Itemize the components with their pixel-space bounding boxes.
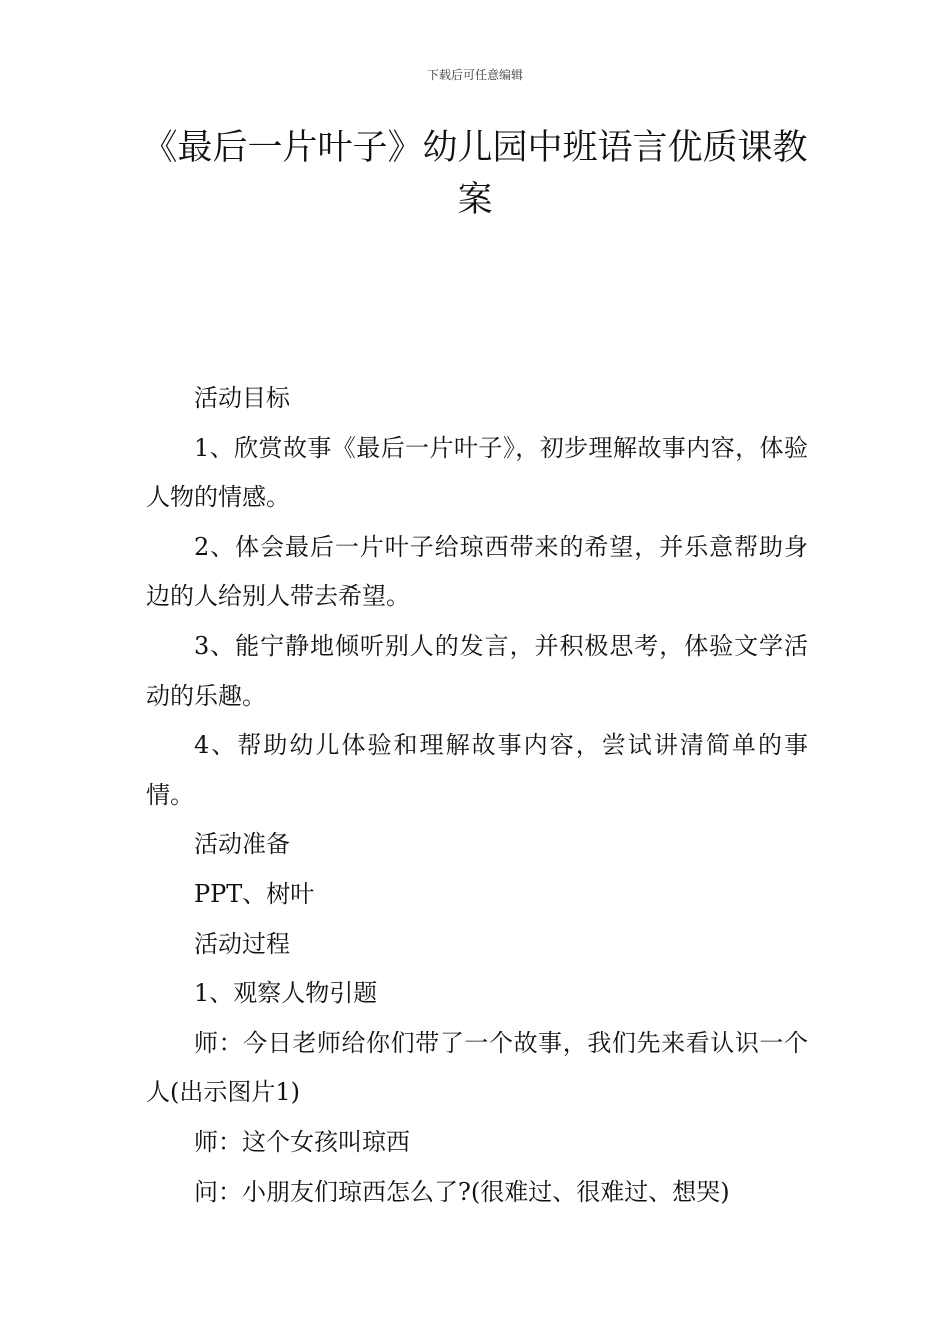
paragraph: 师：今日老师给你们带了一个故事，我们先来看认识一个人(出示图片1)	[146, 1028, 808, 1107]
paragraph: 3、能宁静地倾听别人的发言，并积极思考，体验文学活动的乐趣。	[146, 631, 808, 710]
document-body	[146, 374, 808, 1217]
document-title: 《最后一片叶子》幼儿园中班语言优质课教案	[142, 128, 808, 220]
paragraph: 师：这个女孩叫琼西	[194, 1127, 410, 1156]
paragraph: 1、欣赏故事《最后一片叶子》，初步理解故事内容，体验人物的情感。	[146, 433, 808, 512]
paragraph: 1、观察人物引题	[194, 979, 378, 1008]
paragraph: 4、帮助幼儿体验和理解故事内容，尝试讲清简单的事情。	[146, 731, 808, 809]
paragraph: PPT、树叶	[194, 879, 315, 908]
section-heading-preparation: 活动准备	[194, 830, 290, 859]
paragraph: 问：小朋友们琼西怎么了?(很难过、很难过、想哭)	[194, 1177, 730, 1206]
header-note: 下载后可任意编辑	[426, 68, 523, 82]
section-heading-process: 活动过程	[194, 929, 290, 958]
paragraph: 2、体会最后一片叶子给琼西带来的希望，并乐意帮助身边的人给别人带去希望。	[146, 532, 808, 611]
section-heading-goals: 活动目标	[194, 384, 290, 412]
